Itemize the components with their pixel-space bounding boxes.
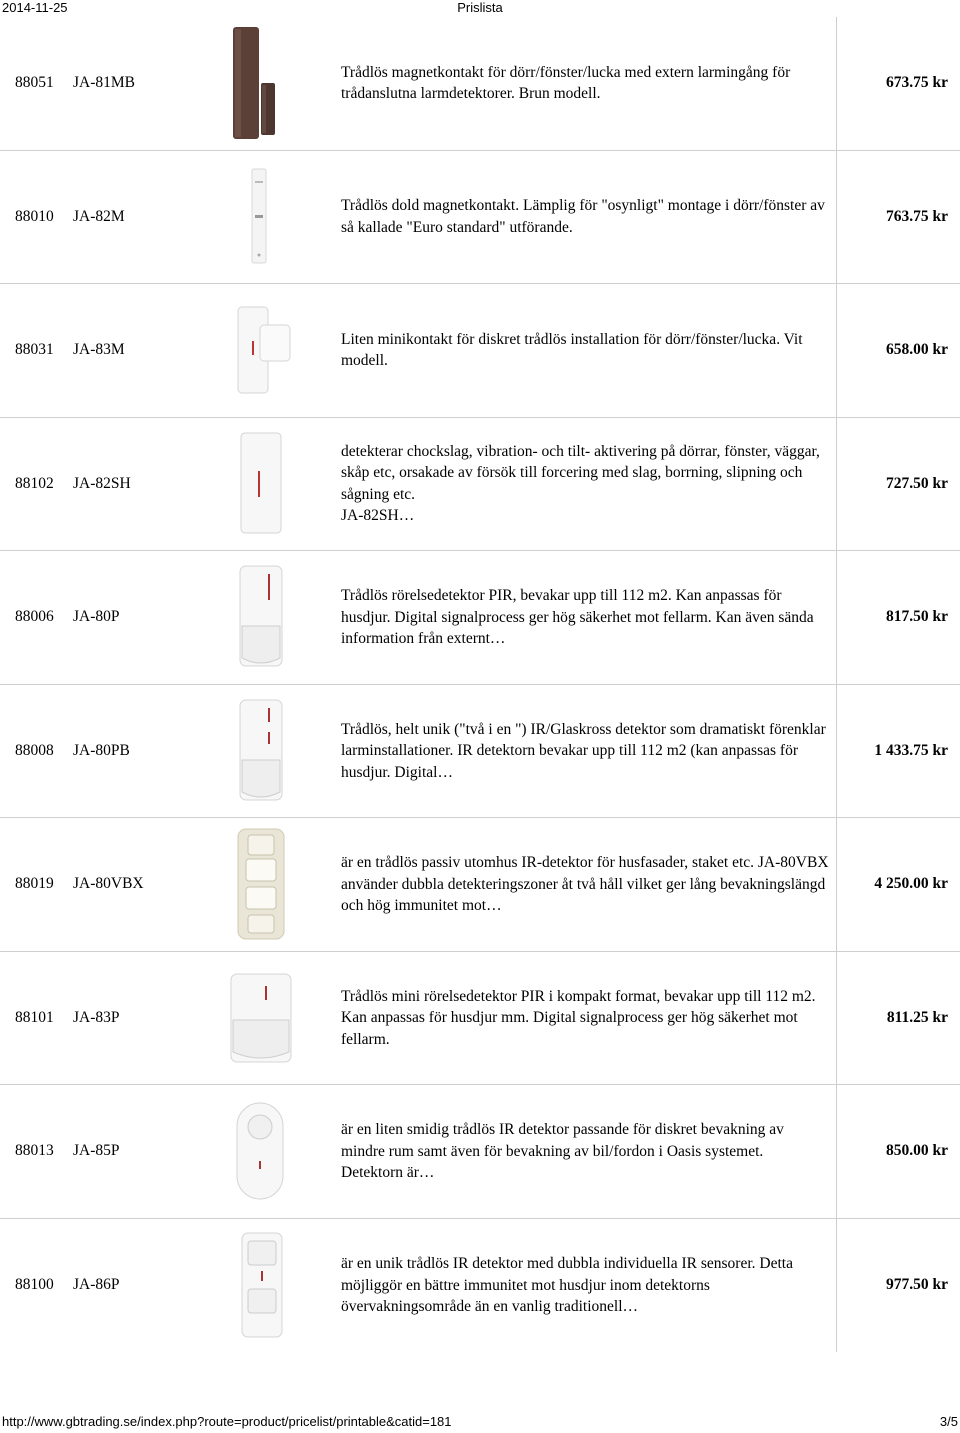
table-row xyxy=(0,818,960,952)
pir-detector-icon xyxy=(205,551,315,684)
product-description: Trådlös magnetkontakt för dörr/fönster/lucka med extern larmingång för trådanslutna larmdetektorer. Brun modell. xyxy=(341,63,791,103)
table-row xyxy=(0,151,960,285)
mini-magnetic-contact-icon xyxy=(205,284,315,417)
model-name: JA-80P xyxy=(73,608,120,626)
product-price: 1 433.75 kr xyxy=(874,741,948,759)
article-number: 88013 xyxy=(15,1142,54,1160)
product-price: 658.00 kr xyxy=(886,341,948,359)
small-ir-detector-icon xyxy=(205,1085,315,1218)
model-name: JA-80VBX xyxy=(73,875,144,893)
table-row xyxy=(0,685,960,819)
pir-glassbreak-detector-icon xyxy=(205,685,315,818)
model-name: JA-83P xyxy=(73,1008,120,1026)
product-price: 673.75 kr xyxy=(886,74,948,92)
product-price: 811.25 kr xyxy=(886,1008,948,1026)
article-number: 88006 xyxy=(15,608,54,626)
model-name: JA-80PB xyxy=(73,741,130,759)
model-name: JA-82SH xyxy=(73,474,131,492)
product-price: 817.50 kr xyxy=(886,608,948,626)
pricelist-table xyxy=(0,17,960,1352)
table-row xyxy=(0,952,960,1086)
product-price: 850.00 kr xyxy=(886,1142,948,1160)
product-price: 763.75 kr xyxy=(886,207,948,225)
product-description: Liten minikontakt för diskret trådlös installation för dörr/fönster/lucka. Vit modell. xyxy=(341,330,803,370)
hidden-magnetic-contact-icon xyxy=(205,151,315,284)
model-name: JA-83M xyxy=(73,341,125,359)
shock-detector-icon xyxy=(205,418,315,551)
source-url: http://www.gbtrading.se/index.php?route=product/pricelist/printable&catid=181 xyxy=(2,1414,452,1429)
product-description: Trådlös mini rörelsedetektor PIR i kompakt format, bevakar upp till 112 m2. Kan anpassas för husdjur mm. Digital signalprocess ger hög säkerhet mot fellarm. xyxy=(341,987,816,1048)
article-number: 88031 xyxy=(15,341,54,359)
dual-ir-detector-icon xyxy=(205,1219,315,1353)
brown-magnetic-contact-icon xyxy=(205,17,315,150)
product-description: detekterar chockslag, vibration- och tilt- aktivering på dörrar, fönster, väggar, skåp etc, orsakade av försök till forcering med slag, borrning, slipning och sågning etc. JA-82SH… xyxy=(341,442,820,525)
product-price: 977.50 kr xyxy=(886,1276,948,1294)
product-description: är en unik trådlös IR detektor med dubbla individuella IR sensorer. Detta möjliggör en bättre immunitet mot husdjur inom detektorns övervakningsområde än en vanlig traditionell… xyxy=(341,1255,793,1315)
product-description: är en trådlös passiv utomhus IR-detektor för husfasader, staket etc. JA-80VBX använder dubbla detekteringszoner åt två håll vilket ger lång bevakningslängd och hög immunitet mot… xyxy=(341,854,829,914)
page-header xyxy=(0,0,960,16)
product-description: är en liten smidig trådlös IR detektor passande för diskret bevakning av mindre rum samt även för bevakning av bil/fordon i Oasis systemet. Detektorn är… xyxy=(341,1121,784,1181)
product-description: Trådlös, helt unik ("två i en ") IR/Glaskross detektor som dramatiskt förenklar larminstallationer. IR detektorn bevakar upp till 112 m2 (kan anpassas för husdjur. Digital… xyxy=(341,720,826,781)
article-number: 88051 xyxy=(15,74,54,92)
table-row xyxy=(0,17,960,151)
print-date: 2014-11-25 xyxy=(2,0,68,15)
product-price: 4 250.00 kr xyxy=(874,875,948,893)
article-number: 88100 xyxy=(15,1276,54,1294)
table-row xyxy=(0,284,960,418)
outdoor-ir-detector-icon xyxy=(205,818,315,951)
article-number: 88008 xyxy=(15,741,54,759)
model-name: JA-81MB xyxy=(73,74,136,92)
page-number: 3/5 xyxy=(939,1414,958,1429)
article-number: 88010 xyxy=(15,207,54,225)
product-description: Trådlös dold magnetkontakt. Lämplig för "osynligt" montage i dörr/fönster av så kallade "Euro standard" utförande. xyxy=(341,197,825,236)
model-name: JA-85P xyxy=(73,1142,120,1160)
page-title: Prislista xyxy=(457,0,503,15)
page-footer xyxy=(0,1414,960,1432)
product-description: Trådlös rörelsedetektor PIR, bevakar upp till 112 m2. Kan anpassas för husdjur. Digital signalprocess ger hög säkerhet mot fellarm. Kan även sända information från externt… xyxy=(341,587,814,647)
product-price: 727.50 kr xyxy=(886,474,948,492)
model-name: JA-86P xyxy=(73,1276,120,1294)
model-name: JA-82M xyxy=(73,207,125,225)
table-row xyxy=(0,1219,960,1353)
mini-pir-detector-icon xyxy=(205,952,315,1085)
table-row xyxy=(0,1085,960,1219)
table-row xyxy=(0,551,960,685)
table-row xyxy=(0,418,960,552)
article-number: 88101 xyxy=(15,1008,54,1026)
article-number: 88102 xyxy=(15,474,54,492)
article-number: 88019 xyxy=(15,875,54,893)
